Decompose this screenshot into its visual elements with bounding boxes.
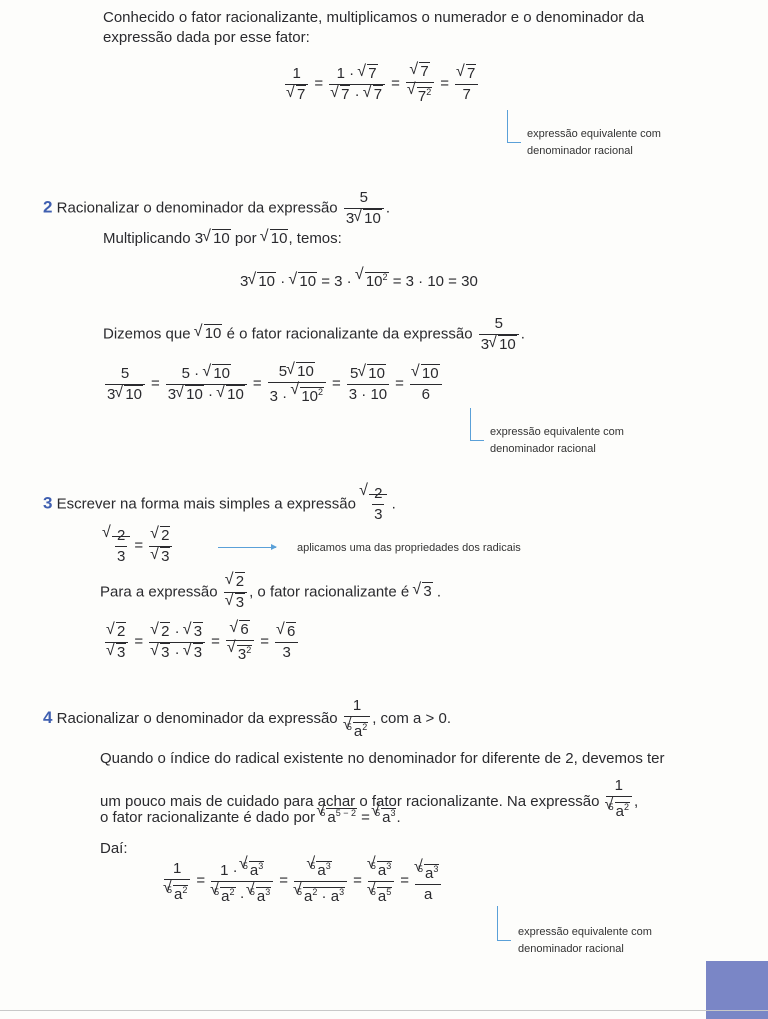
ex4-p2: um pouco mais de cuidado para achar o fator racionalizante. Na expressão $\frac{1}{^5√ a^2}$ , [100,776,638,822]
ex4-dai: Daí: [100,840,128,857]
ex3-para: Para a expressão √ 2 √ 3 , o fator racionalizante é √ 3 . [100,572,441,613]
ex2-heading: 2 Racionalizar o denominador da expressão $\frac{5}{3√ 10}$ . [43,188,390,229]
ex2-product: 3√ 10 · √ 10 = 3 · √ $10^2 = 3 \cdot 10 = 30$ [240,268,478,291]
ex3-number: 3 [43,493,53,513]
ex3-arrow-note: aplicamos uma das propriedades dos radicais [297,542,521,554]
ex3-equation1: √ $\frac{2}{3}$ = √ 2 √ 3 [103,526,174,567]
ex4-p3: o fator racionalizante é dado por $^5$√ $a^{5 - 2} = ^5√$ $a^3$. [100,804,401,827]
intro-equation: 1 √ 7 = 1 · √ 7 √ 7 · √ 7 = √ 7 √ $7^2$ = √ $\frac{7}{7}$ [283,62,480,107]
intro-note: expressão equivalente com denominador racional [527,128,661,157]
ex2-number: 2 [43,197,53,217]
ex4-equation: $\frac{1}{^5√ a^2}$ = $\frac{1 \cdot ^5√ a^3}{^5√ a^2 \cdot ^5√ a^3}$ = $\frac{^5√ a^3}{^5√ a^2 \cdot a^3}$ = $\frac{^5√ a^3}{^5√ a^5}$ = $\frac{^5√ a^3}{a}$ [162,856,443,907]
ex4-note: expressão equivalente com denominador racional [518,926,652,955]
ex3-heading: 3 Escrever na forma mais simples a expressão √ $\frac{2}{3}$ . [43,484,396,525]
ex4-title: Racionalizar o denominador da expressão [56,709,338,727]
ex2-title: Racionalizar o denominador da expressão [56,199,338,217]
ex4-p1: Quando o índice do radical existente no denominador for diferente de 2, devemos ter [100,750,665,767]
intro-line1: Conhecido o fator racionalizante, multiplicamos o numerador e o denominador da [103,9,645,26]
ex2-multiply: Multiplicando 3√ 10 por √ 10, temos: [103,230,342,248]
intro-line2: expressão dada por esse fator: [103,29,310,46]
ex2-equation: $\frac{5}{3√ 10}$ = $\frac{5 \cdot √ 10}{3√ 10 \cdot √ 10}$ = $\frac{5√ 10}{3 \cdot √ 10^2}$ = $\frac{5√ 10}{3 \cdot 10}$ = √ $\frac{10}{6}$ [103,362,444,407]
ex2-note: expressão equivalente com denominador racional [490,426,624,455]
ex3-equation2: √ 2 √ 3 = √ 2 · √ 3 √ 3 · √ 3 = √ 6 √ $3^2$ = √ $\frac{6}{3}$ [103,620,300,665]
ex3-title: Escrever na forma mais simples a expressão [56,495,356,513]
ex2-dizemos: Dizemos que √ 10 é o fator racionalizante da expressão $\frac{5}{3√ 10}$ . [103,314,525,355]
page-bottom-rule [0,1010,768,1011]
ex4-heading: 4 Racionalizar o denominador da expressão $\frac{1}{^5√ a^2}$ , com a > 0. [43,696,451,742]
ex4-number: 4 [43,707,53,727]
